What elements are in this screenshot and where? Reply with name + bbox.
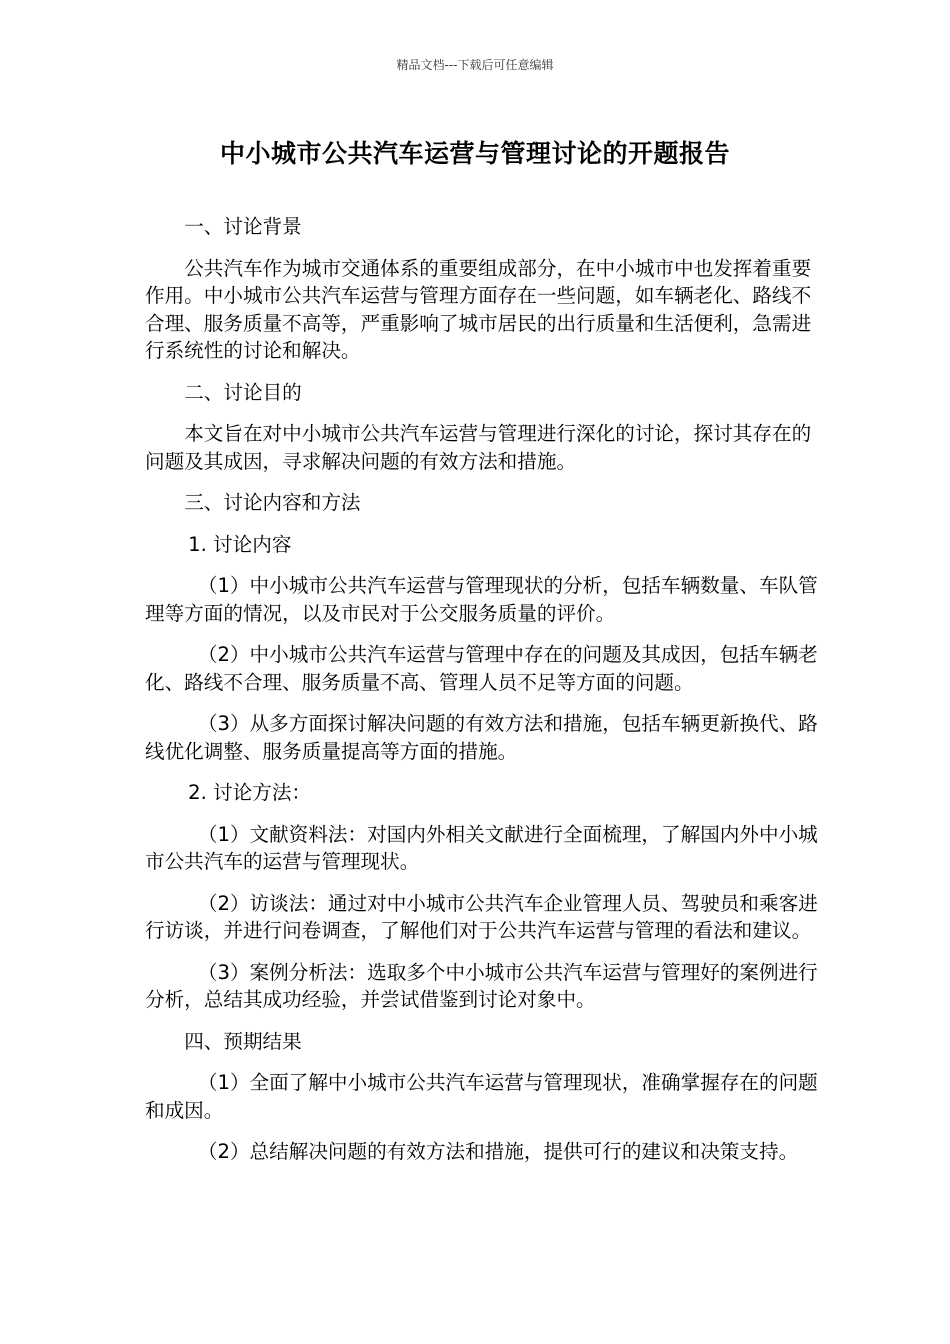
document-body: [145, 213, 821, 1180]
paragraph-background: 公共汽车作为城市交通体系的重要组成部分，在中小城市中也发挥着重要作用。中小城市公共汽车运营与管理方面存在一些问题，如车辆老化、路线不合理、服务质量不高等，严重影响了城市居民的出行质量和生活便利，急需进行系统性的讨论和解决。: [145, 256, 812, 362]
method-item-3: （3）案例分析法：选取多个中小城市公共汽车运营与管理好的案例进行分析，总结其成功经验，并尝试借鉴到讨论对象中。: [145, 960, 818, 1011]
content-item-2: （2）中小城市公共汽车运营与管理中存在的问题及其成因，包括车辆老化、路线不合理、服务质量不高、管理人员不足等方面的问题。: [145, 643, 818, 694]
header-note: 精品文档---下载后可任意编辑: [396, 58, 554, 72]
result-item-1: （1）全面了解中小城市公共汽车运营与管理现状，准确掌握存在的问题和成因。: [145, 1071, 818, 1122]
section-heading-content-methods: 三、讨论内容和方法: [184, 491, 361, 514]
section-heading-expected-results: 四、预期结果: [184, 1029, 302, 1053]
content-item-3: （3）从多方面探讨解决问题的有效方法和措施，包括车辆更新换代、路线优化调整、服务质量提高等方面的措施。: [145, 712, 818, 763]
section-heading-background: 一、讨论背景: [184, 215, 302, 238]
subheading-methods: 2. 讨论方法：: [188, 781, 312, 804]
paragraph-purpose: 本文旨在对中小城市公共汽车运营与管理进行深化的讨论，探讨其存在的问题及其成因，寻求解决问题的有效方法和措施。: [145, 422, 812, 473]
method-item-1: （1）文献资料法：对国内外相关文献进行全面梳理，了解国内外中小城市公共汽车的运营与管理现状。: [145, 822, 818, 873]
section-heading-purpose: 二、讨论目的: [184, 380, 302, 404]
result-item-2: （2）总结解决问题的有效方法和措施，提供可行的建议和决策支持。: [197, 1140, 799, 1163]
subheading-content: 1. 讨论内容: [188, 532, 292, 556]
method-item-2: （2）访谈法：通过对中小城市公共汽车企业管理人员、驾驶员和乘客进行访谈，并进行问卷调查，了解他们对于公共汽车运营与管理的看法和建议。: [145, 891, 818, 942]
content-item-1: （1）中小城市公共汽车运营与管理现状的分析，包括车辆数量、车队管理等方面的情况，以及市民对于公交服务质量的评价。: [145, 574, 818, 625]
document-title: 中小城市公共汽车运营与管理讨论的开题报告: [219, 139, 730, 168]
